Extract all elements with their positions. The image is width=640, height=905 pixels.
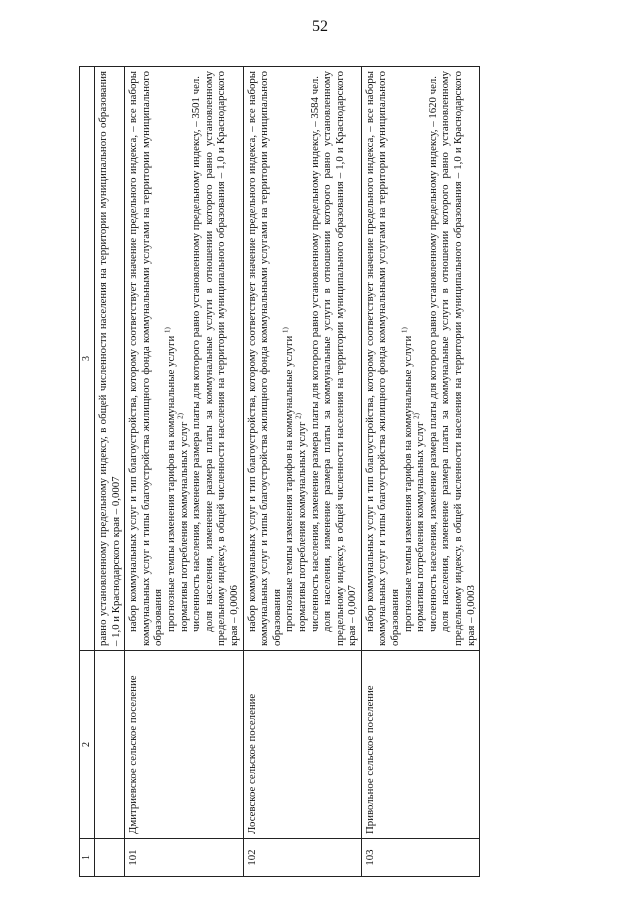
table-row	[361, 67, 479, 877]
footnote-ref: 1)	[281, 327, 290, 334]
row-number: 101	[125, 839, 243, 877]
page-number: 52	[312, 18, 328, 35]
settlement-name: Дмитриевское сельское поселение	[125, 651, 243, 839]
header-col-1: 1	[80, 839, 95, 877]
table-row-continuation	[95, 67, 125, 877]
header-col-3: 3	[80, 67, 95, 651]
footnote-ref: 1)	[400, 327, 409, 334]
header-col-2: 2	[80, 651, 95, 839]
rotated-table-container	[79, 67, 581, 877]
footnote-ref: 2)	[294, 413, 303, 419]
row-description: набор коммунальных услуг и тип благоустройства, которому соответствует значение предельного индекса, – все наборы коммунальных услуг и типы благоустройства жилищного фонда коммунальными услугами на территории муниципального образования прогнозные темпы изменения тарифов на коммунальные услуги $^{1)}$ нормативы потребления коммунальных услуг $^{2)}$ численность населения, изменение размера платы для которого равно установленному предельному индексу, – 1620 чел. доля населения, изменение размера платы за коммунальные услуги в отношении которого равно установленному предельному индексу, в общей численности населения на территории муниципального образования – 1,0 и Краснодарского края – 0,0003	[361, 67, 479, 651]
data-table	[79, 66, 480, 877]
footnote-ref: 2)	[175, 413, 184, 419]
settlement-name: Привольное сельское поселение	[361, 651, 479, 839]
row-description: набор коммунальных услуг и тип благоустройства, которому соответствует значение предельного индекса, – все наборы коммунальных услуг и типы благоустройства жилищного фонда коммунальными услугами на территории муниципального образования прогнозные темпы изменения тарифов на коммунальные услуги $^{1)}$ нормативы потребления коммунальных услуг $^{2)}$ численность населения, изменение размера платы для которого равно установленному предельному индексу, – 3501 чел. доля населения, изменение размера платы за коммунальные услуги в отношении которого равно установленному предельному индексу, в общей численности населения на территории муниципального образования – 1,0 и Краснодарского края – 0,0006	[125, 67, 243, 651]
footnote-ref: 1)	[163, 327, 172, 334]
row-number: 103	[361, 839, 479, 877]
table-row	[125, 67, 243, 877]
footnote-ref: 2)	[412, 413, 421, 419]
continuation-text: равно установленному предельному индексу, в общей численности населения на территории муниципального образования – 1,0 и Краснодарского края – 0,0007	[95, 67, 125, 651]
row-number: 102	[243, 839, 361, 877]
table-row	[243, 67, 361, 877]
settlement-name: Лосевское сельское поселение	[243, 651, 361, 839]
table-header-row	[80, 67, 95, 877]
row-description: набор коммунальных услуг и тип благоустройства, которому соответствует значение предельного индекса, – все наборы коммунальных услуг и типы благоустройства жилищного фонда коммунальными услугами на территории муниципального образования прогнозные темпы изменения тарифов на коммунальные услуги $^{1)}$ нормативы потребления коммунальных услуг $^{2)}$ численность населения, изменение размера платы для которого равно установленному предельному индексу, – 3584 чел. доля населения, изменение размера платы за коммунальные услуги в отношении которого равно установленному предельному индексу, в общей численности населения на территории муниципального образования – 1,0 и Краснодарского края – 0,0007	[243, 67, 361, 651]
